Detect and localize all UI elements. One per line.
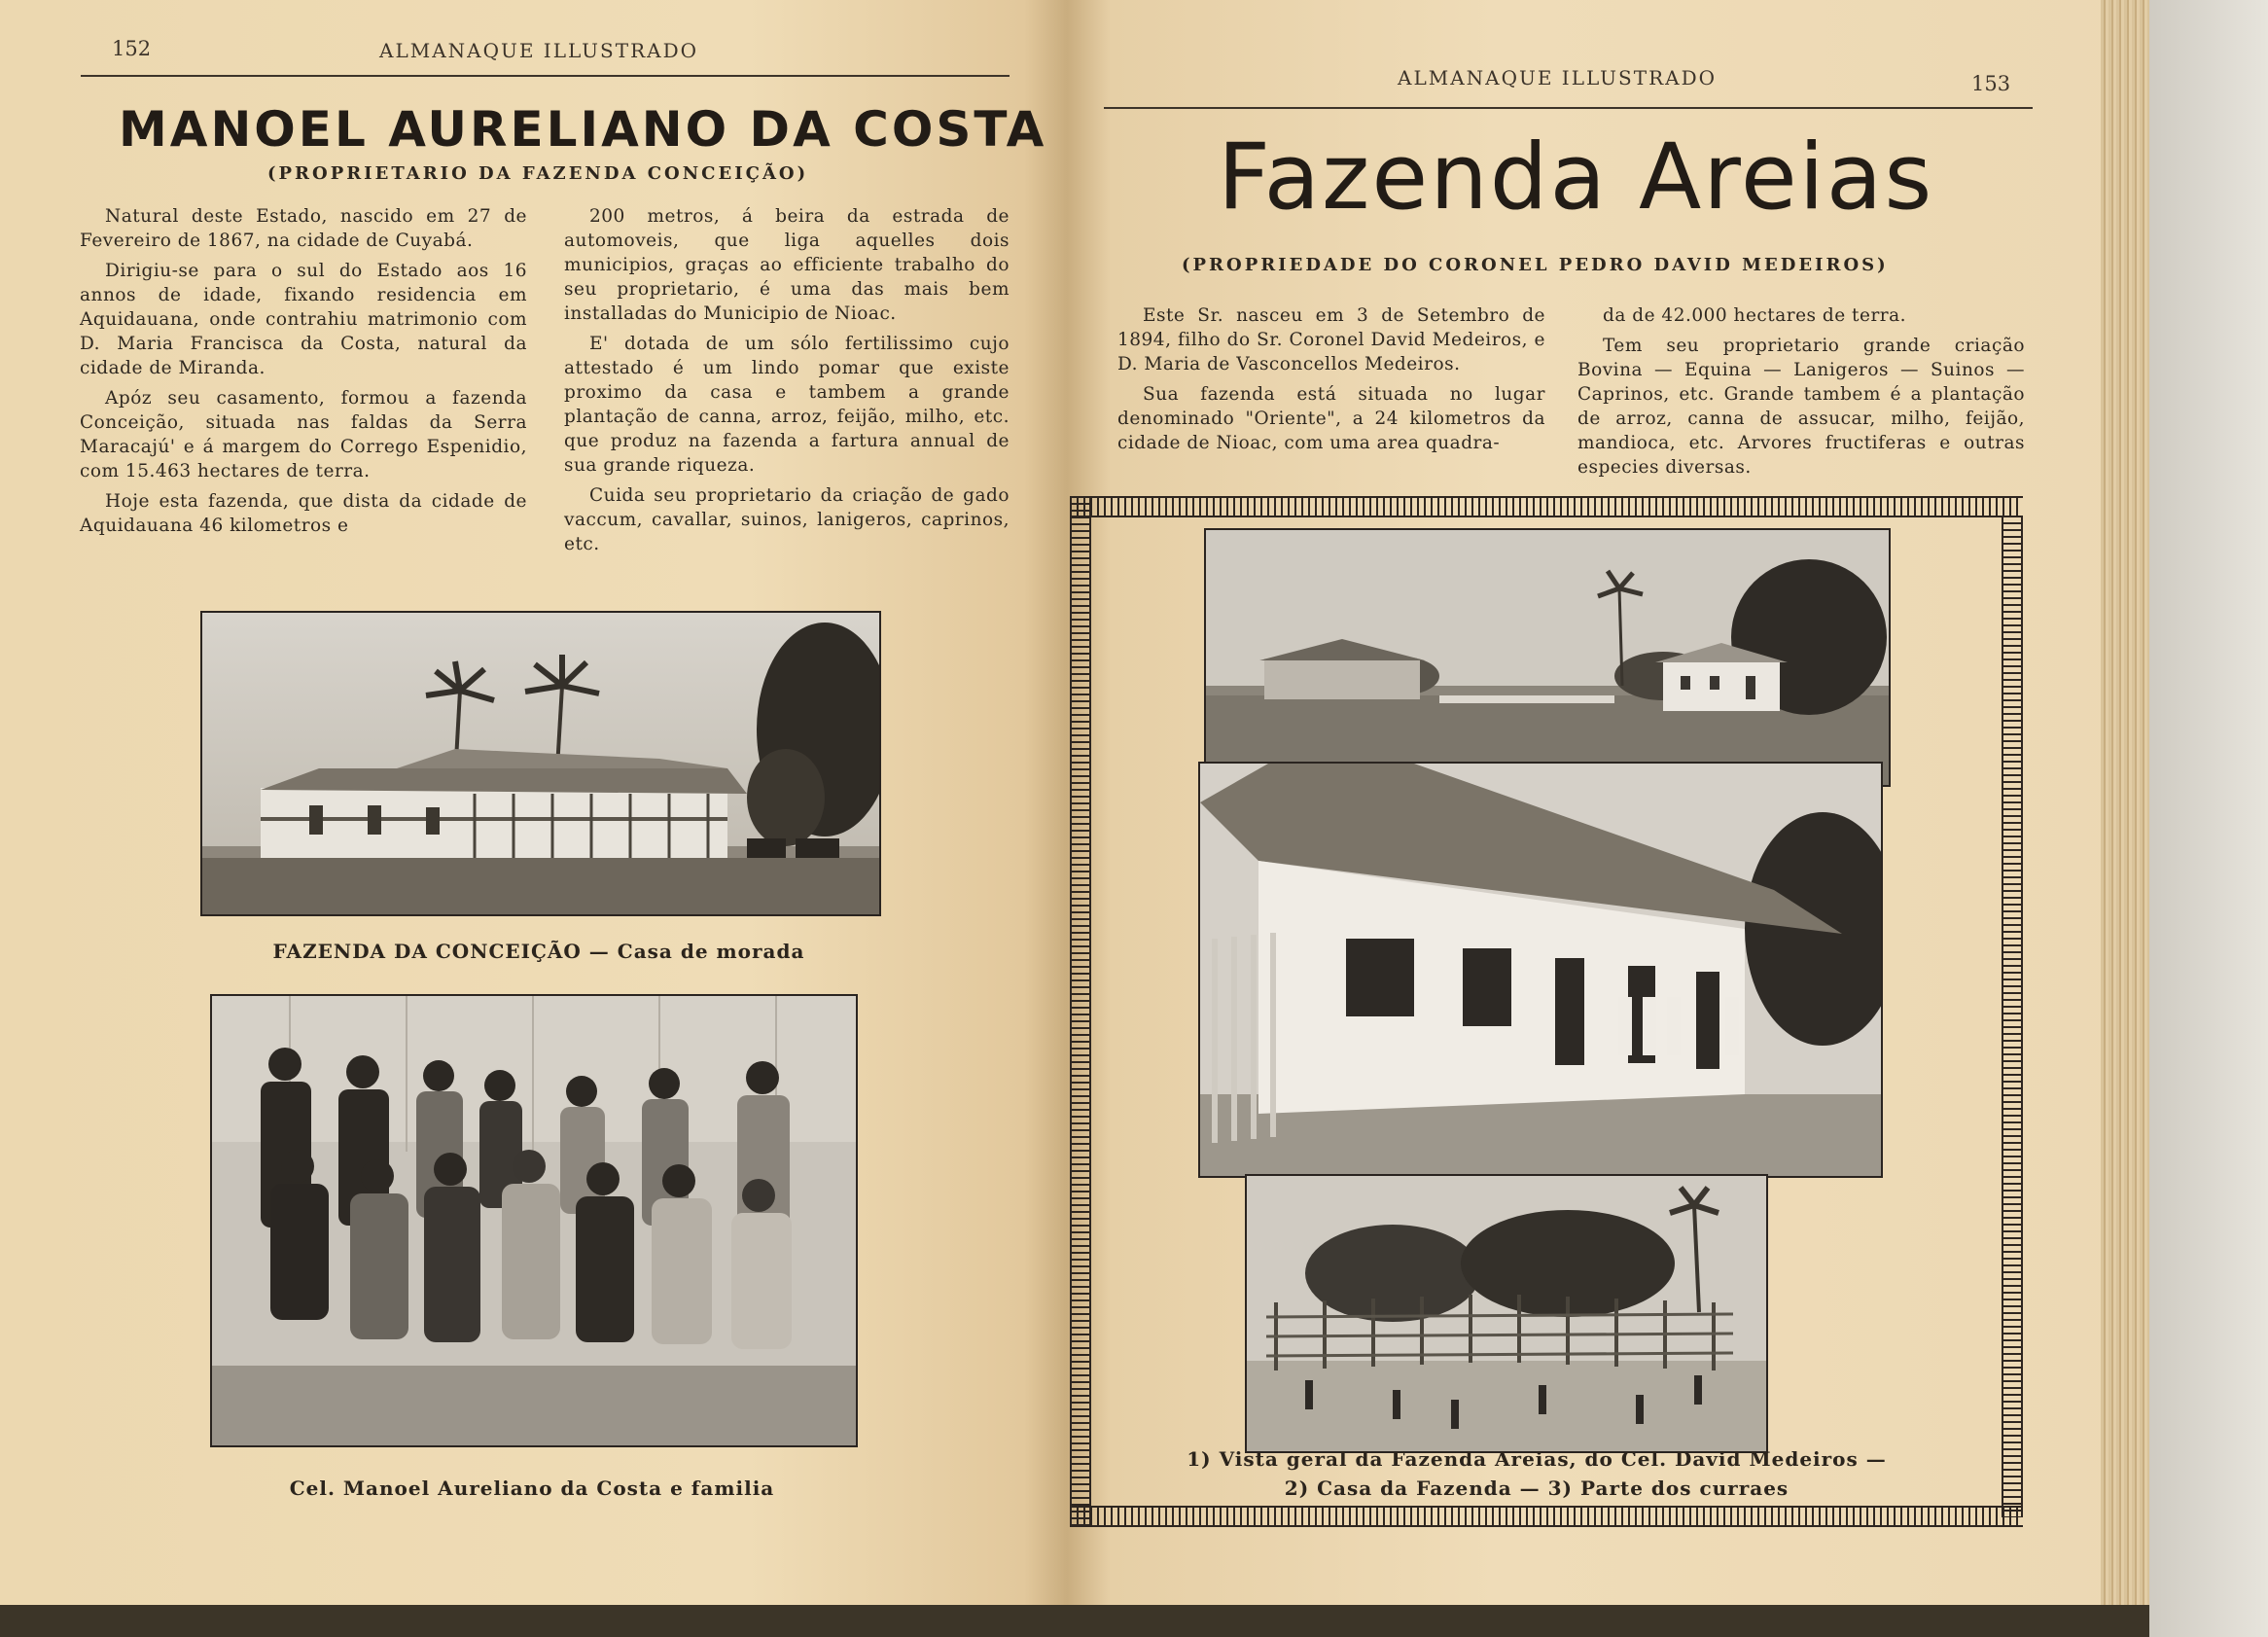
paragraph: da de 42.000 hectares de terra. — [1603, 305, 1907, 326]
photo-family-portrait — [210, 994, 858, 1447]
photo-caption: FAZENDA DA CONCEIÇÃO — Casa de morada — [272, 940, 805, 963]
header-rule — [81, 75, 1010, 77]
text-column-2 — [564, 204, 1010, 562]
text-column-1 — [1117, 303, 1545, 461]
left-page — [0, 0, 1067, 1605]
ornamental-border-left — [1070, 496, 1091, 1527]
paragraph: 200 metros, á beira da estrada de automoveis, que liga aquelles dois municipios, graças ao efficiente trabalho do seu proprietario, é uma das mais bem installadas do Municipio de Nioac. — [564, 206, 1010, 324]
paragraph: Natural deste Estado, nascido em 27 de Fevereiro de 1867, na cidade de Cuyabá. — [80, 206, 527, 251]
running-head: ALMANAQUE ILLUSTRADO — [1398, 66, 1717, 89]
page-number: 152 — [112, 37, 152, 60]
scan-backdrop — [2149, 0, 2268, 1637]
article-subtitle: (PROPRIEDADE DO CORONEL PEDRO DAVID MEDEIROS) — [1182, 255, 1889, 275]
header-rule — [1104, 107, 2033, 109]
paragraph: Sua fazenda está situada no lugar denominado "Oriente", a 24 kilometros da cidade de Nioac, com uma area quadra- — [1117, 384, 1545, 453]
photo-farmhouse — [200, 611, 881, 916]
photo-caption: Cel. Manoel Aureliano da Costa e familia — [289, 1477, 775, 1500]
ornamental-border-right — [2002, 516, 2023, 1517]
paragraph: Apóz seu casamento, formou a fazenda Conceição, situada nas faldas da Serra Maracajú' e á margem do Corrego Espenidio, com 15.463 hectares de terra. — [80, 388, 527, 481]
paragraph: Tem seu proprietario grande criação Bovina — Equina — Lanigeros — Suinos — Caprinos, etc. Grande tambem é a plantação de arroz, canna de assucar, milho, feijão, mandioca, etc. Arvores fructiferas e outras especies diversas. — [1577, 336, 2025, 478]
photo-general-view — [1204, 528, 1891, 787]
general-view-image — [1206, 530, 1889, 785]
paragraph: Este Sr. nasceu em 3 de Setembro de 1894, filho do Sr. Coronel David Medeiros, e D. Maria de Vasconcellos Medeiros. — [1117, 305, 1545, 374]
photo-corrals — [1245, 1174, 1768, 1453]
photo-caption-line-2: 2) Casa da Fazenda — 3) Parte dos curraes — [1284, 1477, 1790, 1500]
page-number: 153 — [1971, 72, 2011, 95]
text-column-2 — [1577, 303, 2025, 485]
farm-house-image — [1200, 764, 1881, 1176]
article-title: MANOEL AURELIANO DA COSTA — [119, 101, 1047, 158]
ornamental-border-top — [1070, 496, 2023, 517]
scan-bottom-strip — [0, 1605, 2149, 1637]
paragraph: Dirigiu-se para o sul do Estado aos 16 annos de idade, fixando residencia em Aquidauana, onde contrahiu matrimonio com D. Maria Francisca da Costa, natural da cidade de Miranda. — [80, 261, 527, 378]
paragraph: Cuida seu proprietario da criação de gado vaccum, cavallar, suinos, lanigeros, caprinos, etc. — [564, 485, 1010, 554]
photo-caption-line-1: 1) Vista geral da Fazenda Areias, do Cel. David Medeiros — — [1187, 1447, 1887, 1471]
family-portrait-image — [212, 996, 856, 1445]
article-subtitle: (PROPRIETARIO DA FAZENDA CONCEIÇÃO) — [267, 163, 809, 184]
photo-farm-house — [1198, 762, 1883, 1178]
farmhouse-image — [202, 613, 879, 914]
paragraph: Hoje esta fazenda, que dista da cidade de Aquidauana 46 kilometros e — [80, 491, 527, 536]
text-column-1 — [80, 204, 527, 544]
article-title: Fazenda Areias — [1218, 125, 1934, 231]
corrals-image — [1247, 1176, 1766, 1451]
paragraph: E' dotada de um sólo fertilissimo cujo attestado é um lindo pomar que existe proximo da casa e tambem a grande plantação de canna, arroz, feijão, milho, etc. que produz na fazenda a fartura annual de sua grande riqueza. — [564, 334, 1010, 476]
ornamental-border-bottom — [1070, 1506, 2023, 1527]
running-head: ALMANAQUE ILLUSTRADO — [379, 39, 698, 62]
